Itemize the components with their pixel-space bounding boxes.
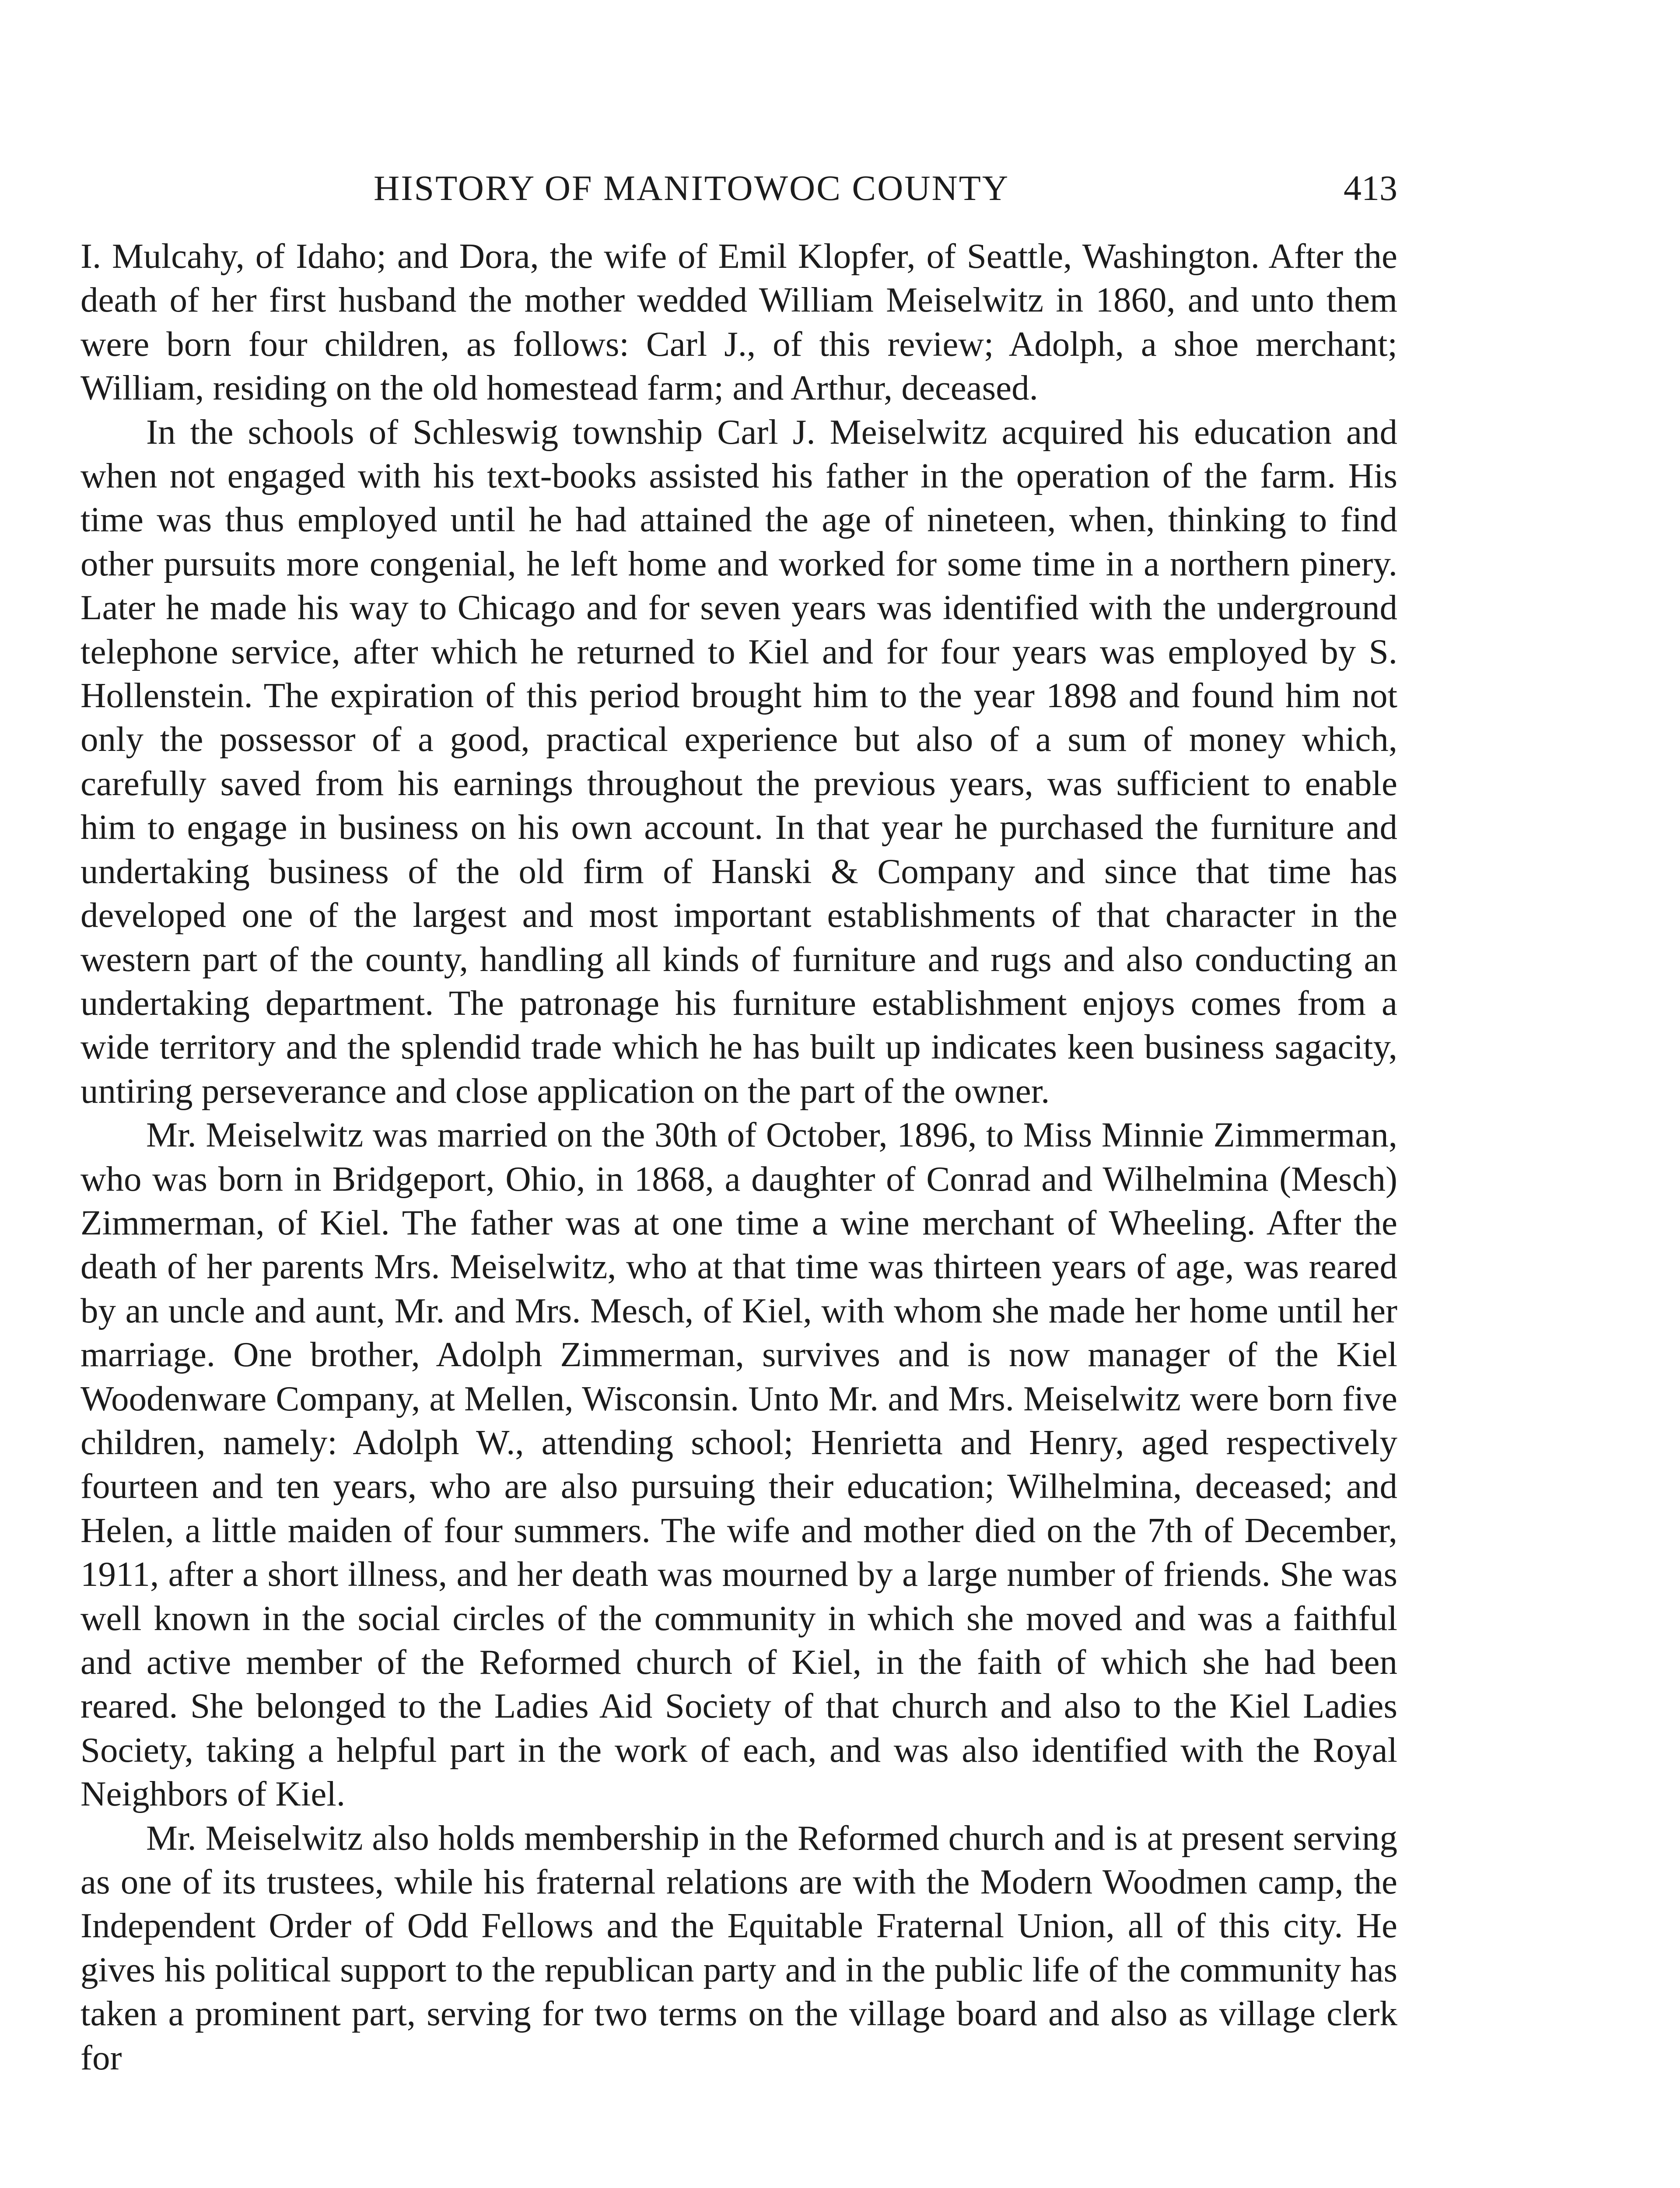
paragraph-continuation: I. Mulcahy, of Idaho; and Dora, the wife of Emil Klopfer, of Seattle, Washington. After the death of her first husband the mother wedded William Meiselwitz in 1860, and unto them were born four children, as follows: Carl J., of this review; Adolph, a shoe merchant; William, residing on the old homestead farm; and Arthur, deceased. [80, 236, 1397, 408]
page-header [80, 164, 1397, 212]
body-text [80, 234, 1397, 2079]
page-number: 413 [1344, 168, 1397, 208]
running-title: HISTORY OF MANITOWOC COUNTY [374, 168, 1010, 208]
paragraph-memberships-politics: Mr. Meiselwitz also holds membership in the Reformed church and is at present serving as one of its trustees, while his fraternal relations are with the Modern Woodmen camp, the Independent Order of Odd Fellows and the Equitable Fraternal Union, all of this city. He gives his political support to the republican party and in the public life of the community has taken a prominent part, serving for two terms on the village board and also as village clerk for [80, 1818, 1397, 2077]
paragraph-education-career: In the schools of Schleswig township Carl J. Meiselwitz acquired his education and when not engaged with his text-books assisted his father in the operation of the farm. His time was thus employed until he had attained the age of nineteen, when, thinking to find other pursuits more congenial, he left home and worked for some time in a northern pinery. Later he made his way to Chicago and for seven years was identified with the underground telephone service, after which he returned to Kiel and for four years was employed by S. Hollenstein. The expiration of this period brought him to the year 1898 and found him not only the possessor of a good, practical experience but also of a sum of money which, carefully saved from his earnings throughout the previous years, was sufficient to enable him to engage in business on his own account. In that year he purchased the furniture and undertaking business of the old firm of Hanski & Company and since that time has developed one of the largest and most important establishments of that character in the western part of the county, handling all kinds of furniture and rugs and also conducting an undertaking department. The patronage his furniture establishment enjoys comes from a wide territory and the splendid trade which he has built up indicates keen business sagacity, untiring perseverance and close application on the part of the owner. [80, 412, 1397, 1111]
paragraph-marriage-family: Mr. Meiselwitz was married on the 30th of October, 1896, to Miss Minnie Zimmerman, who was born in Bridgeport, Ohio, in 1868, a daughter of Conrad and Wilhelmina (Mesch) Zimmerman, of Kiel. The father was at one time a wine merchant of Wheeling. After the death of her parents Mrs. Meiselwitz, who at that time was thirteen years of age, was reared by an uncle and aunt, Mr. and Mrs. Mesch, of Kiel, with whom she made her home until her marriage. One brother, Adolph Zimmerman, survives and is now manager of the Kiel Woodenware Company, at Mellen, Wisconsin. Unto Mr. and Mrs. Meiselwitz were born five children, namely: Adolph W., attending school; Henrietta and Henry, aged respectively fourteen and ten years, who are also pursuing their education; Wilhelmina, deceased; and Helen, a little maiden of four summers. The wife and mother died on the 7th of December, 1911, after a short illness, and her death was mourned by a large number of friends. She was well known in the social circles of the community in which she moved and was a faithful and active member of the Reformed church of Kiel, in the faith of which she had been reared. She belonged to the Ladies Aid Society of that church and also to the Kiel Ladies Society, taking a helpful part in the work of each, and was also identified with the Royal Neighbors of Kiel. [80, 1115, 1397, 1814]
